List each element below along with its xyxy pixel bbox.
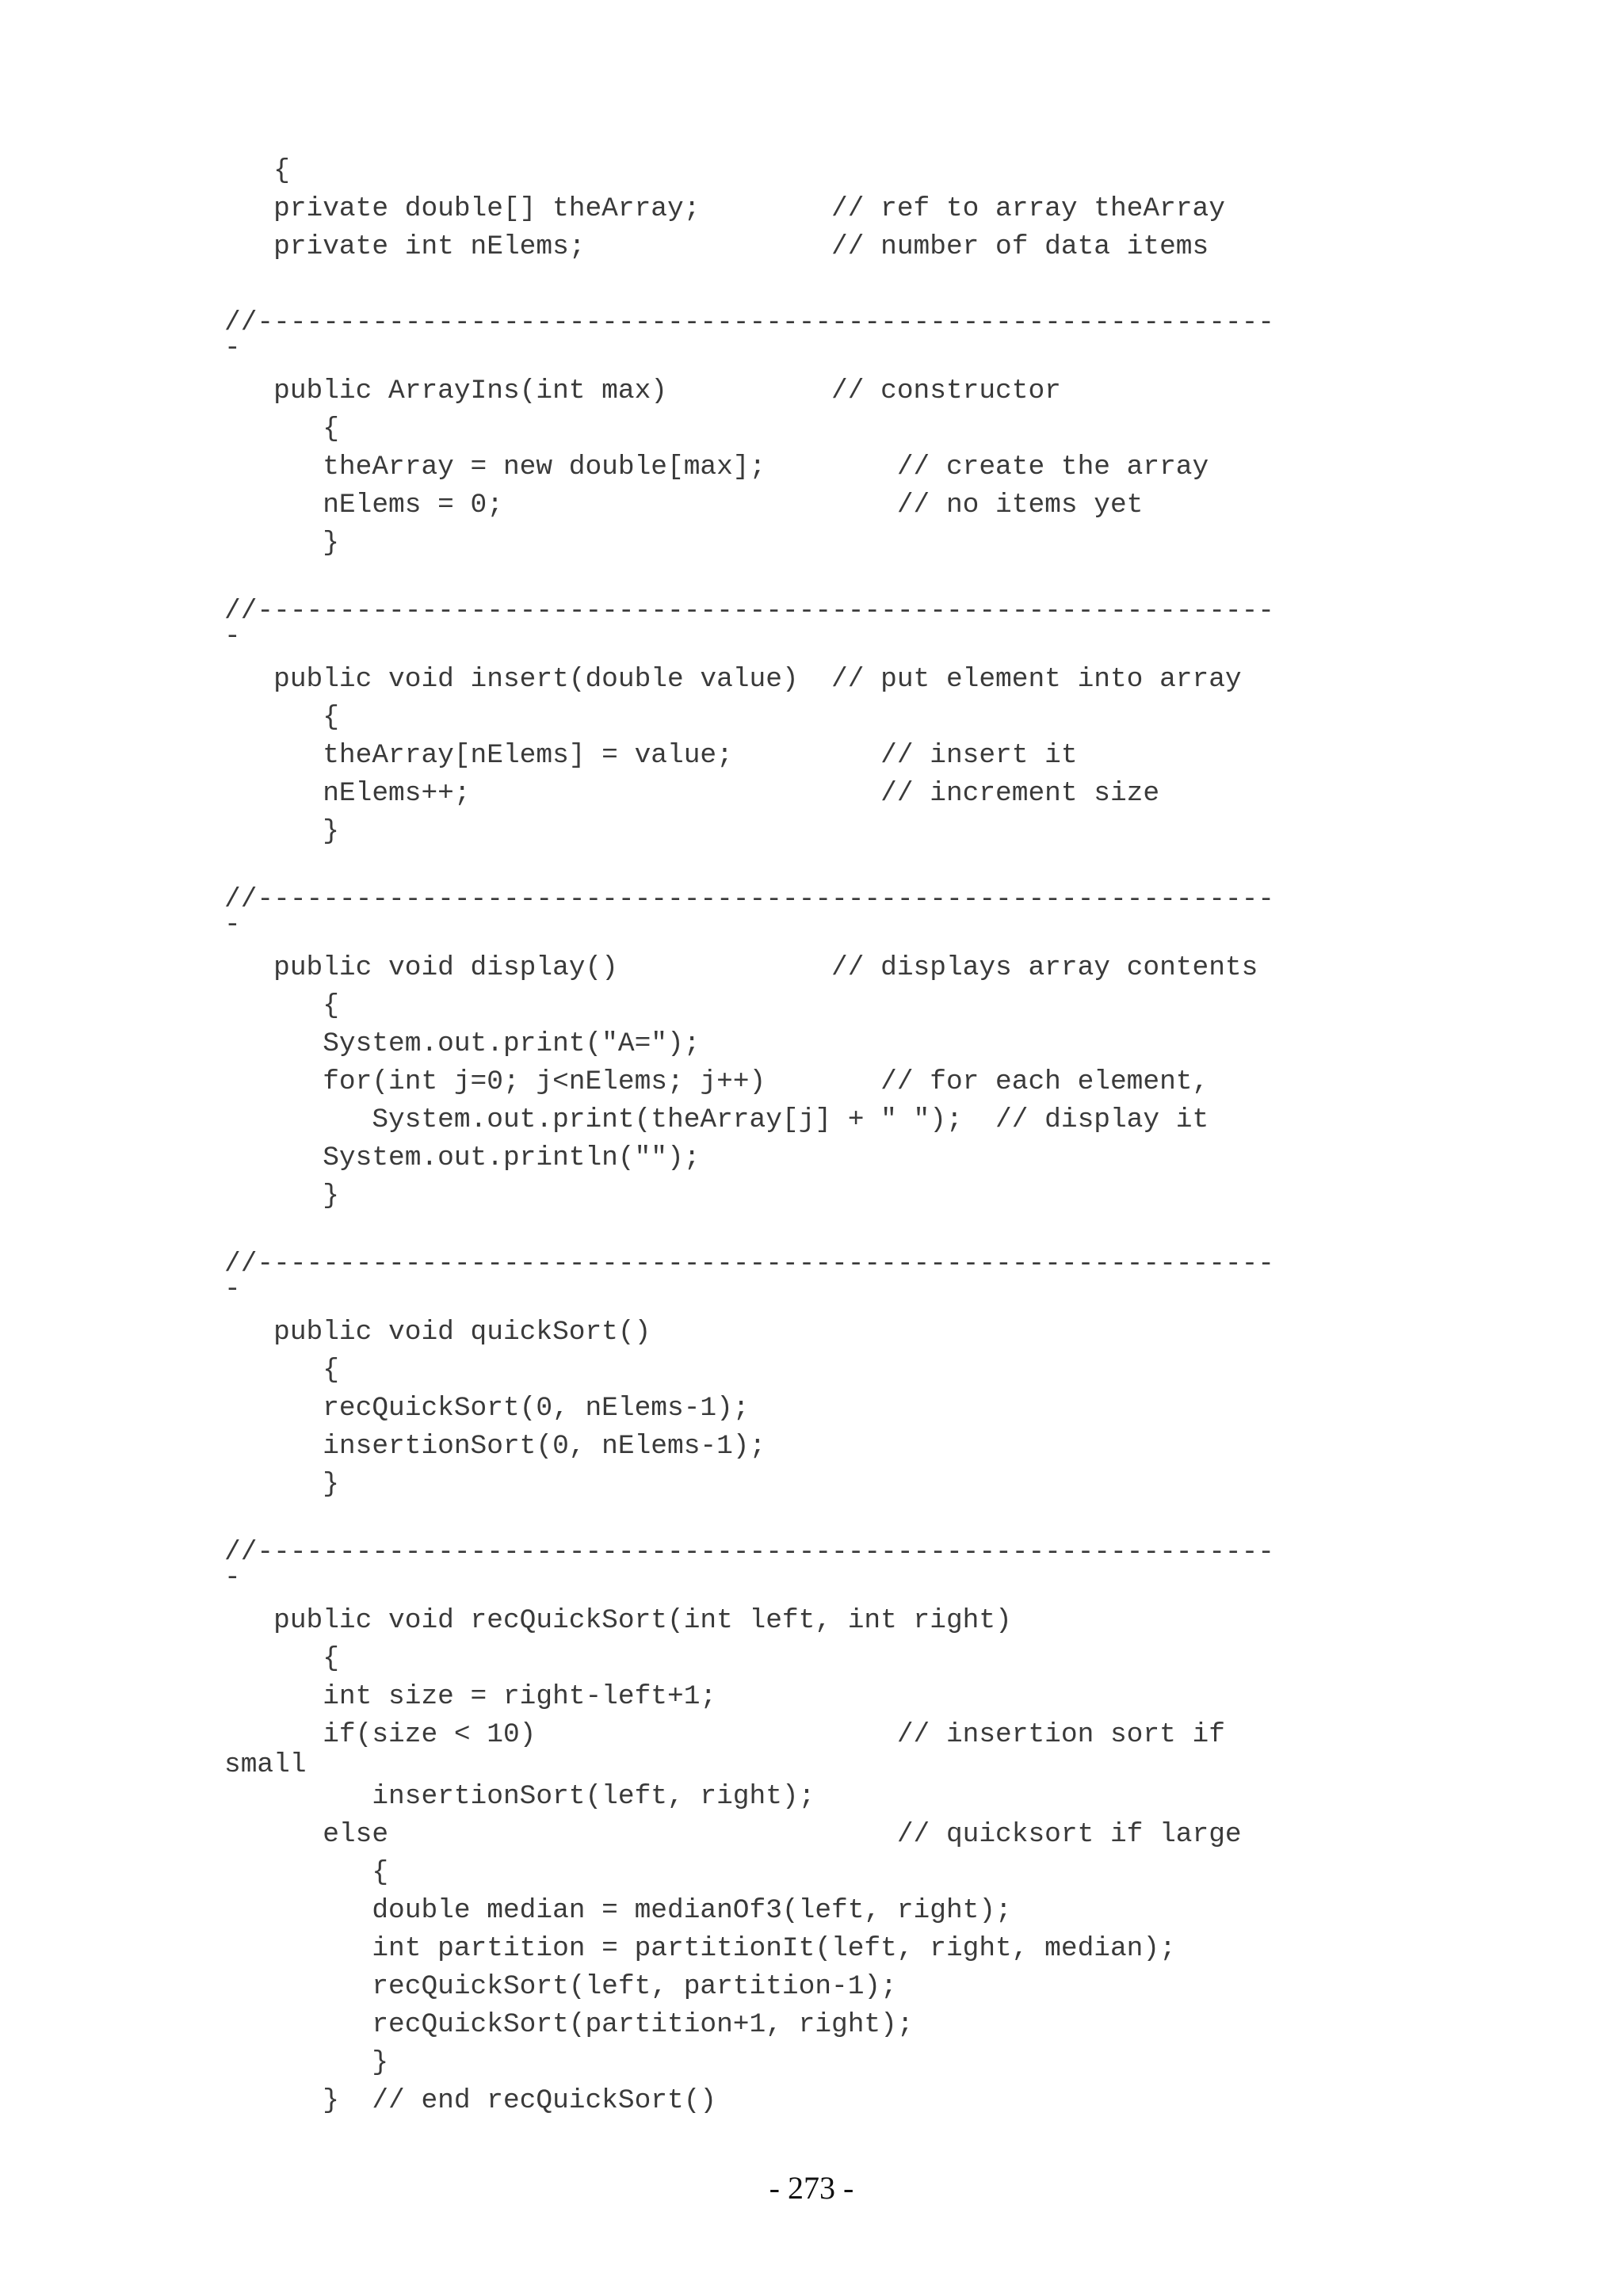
code-line: recQuickSort(0, nElems-1); [224, 1393, 750, 1424]
code-line: theArray = new double[max]; // create the array [224, 452, 1209, 482]
code-line: nElems = 0; // no items yet [224, 490, 1144, 521]
code-line: - [224, 333, 241, 364]
code-line: private int nElems; // number of data items [224, 231, 1209, 262]
code-line: { [224, 990, 339, 1021]
code-line: { [224, 414, 339, 444]
code-line: double median = medianOf3(left, right); [224, 1895, 1012, 1926]
code-line: public ArrayIns(int max) // constructor [224, 376, 1061, 406]
code-line: } [224, 816, 339, 847]
code-line: theArray[nElems] = value; // insert it [224, 740, 1078, 771]
code-line: } [224, 528, 339, 559]
code-line: { [224, 1643, 339, 1674]
code-line: for(int j=0; j<nElems; j++) // for each element, [224, 1066, 1209, 1097]
code-line: } // end recQuickSort() [224, 2085, 717, 2116]
code-line: //-------------------------------------------------------------- [224, 307, 1275, 338]
page-number: - 273 - [769, 2170, 854, 2206]
code-line: System.out.println(""); [224, 1142, 701, 1173]
code-line: recQuickSort(left, partition-1); [224, 1971, 897, 2002]
code-line: - [224, 621, 241, 652]
code-line: System.out.print(theArray[j] + " "); // display it [224, 1104, 1209, 1135]
code-line: int size = right-left+1; [224, 1681, 717, 1712]
code-line: { [224, 1857, 389, 1888]
code-line: else // quicksort if large [224, 1819, 1242, 1850]
code-line: insertionSort(0, nElems-1); [224, 1431, 766, 1462]
code-line: //-------------------------------------------------------------- [224, 884, 1275, 915]
code-line: public void quickSort() [224, 1317, 651, 1348]
code-line: //-------------------------------------------------------------- [224, 596, 1275, 627]
code-line: } [224, 1469, 339, 1500]
code-line: //-------------------------------------------------------------- [224, 1249, 1275, 1280]
code-line: //-------------------------------------------------------------- [224, 1537, 1275, 1568]
code-line: public void insert(double value) // put element into array [224, 664, 1242, 695]
code-line: - [224, 910, 241, 940]
code-line: { [224, 702, 339, 733]
code-line: { [224, 1355, 339, 1386]
code-line: } [224, 1180, 339, 1211]
code-line: recQuickSort(partition+1, right); [224, 2009, 914, 2040]
code-line: nElems++; // increment size [224, 778, 1160, 809]
code-line: if(size < 10) // insertion sort if [224, 1719, 1225, 1750]
code-line: private double[] theArray; // ref to array theArray [224, 193, 1225, 224]
code-line: public void recQuickSort(int left, int right) [224, 1605, 1012, 1636]
code-line: public void display() // displays array contents [224, 952, 1258, 983]
code-line: System.out.print("A="); [224, 1028, 701, 1059]
code-line: int partition = partitionIt(left, right, median); [224, 1933, 1176, 1964]
code-line: insertionSort(left, right); [224, 1781, 815, 1812]
code-line: small [224, 1749, 307, 1780]
code-line: - [224, 1274, 241, 1305]
code-line: { [224, 155, 290, 186]
code-line: - [224, 1562, 241, 1593]
code-line: } [224, 2047, 389, 2078]
